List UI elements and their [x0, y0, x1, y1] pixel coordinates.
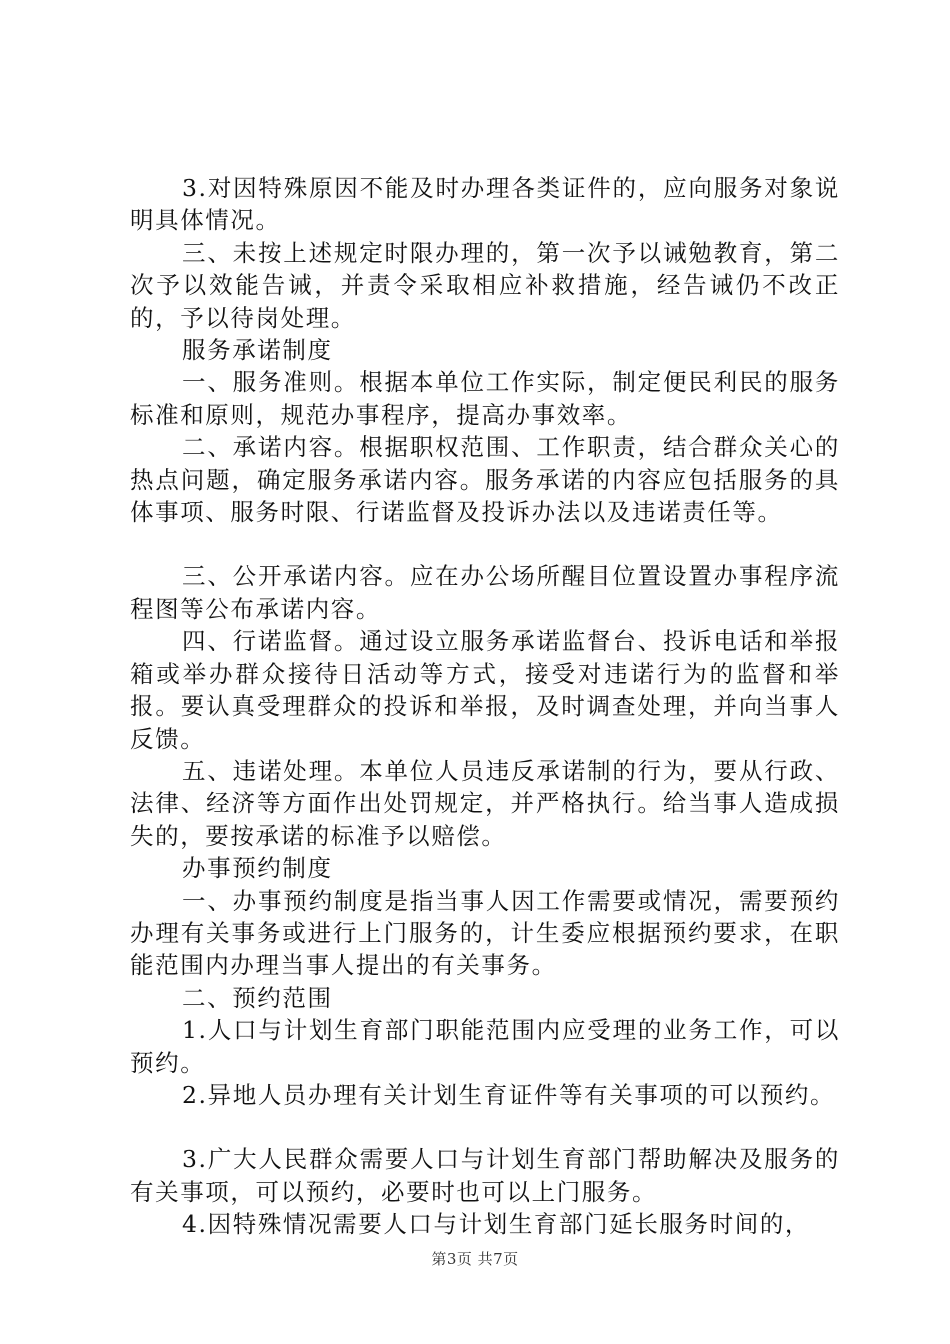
paragraph: 三、公开承诺内容。应在办公场所醒目位置设置办事程序流程图等公布承诺内容。 — [130, 562, 840, 623]
paragraph: 一、服务准则。根据本单位工作实际，制定便民利民的服务标准和原则，规范办事程序，提高办事效率。 — [130, 368, 840, 429]
paragraph: 三、未按上述规定时限办理的，第一次予以诫勉教育，第二次予以效能告诫，并责令采取相应补救措施，经告诫仍不改正的，予以待岗处理。 — [130, 238, 840, 332]
paragraph: 3.广大人民群众需要人口与计划生育部门帮助解决及服务的有关事项，可以预约，必要时也可以上门服务。 — [130, 1145, 840, 1206]
paragraph: 二、预约范围 — [182, 983, 333, 1012]
paragraph: 3.对因特殊原因不能及时办理各类证件的，应向服务对象说明具体情况。 — [130, 174, 840, 235]
paragraph: 四、行诺监督。通过设立服务承诺监督台、投诉电话和举报箱或举办群众接待日活动等方式，接受对违诺行为的监督和举报。要认真受理群众的投诉和举报，及时调查处理，并向当事人反馈。 — [130, 627, 840, 753]
section-heading: 服务承诺制度 — [182, 336, 333, 365]
paragraph: 五、违诺处理。本单位人员违反承诺制的行为，要从行政、法律、经济等方面作出处罚规定，并严格执行。给当事人造成损失的，要按承诺的标准予以赔偿。 — [130, 756, 840, 850]
document-body — [130, 172, 840, 1241]
paragraph: 1.人口与计划生育部门职能范围内应受理的业务工作，可以预约。 — [130, 1016, 840, 1077]
paragraph: 二、承诺内容。根据职权范围、工作职责，结合群众关心的热点问题，确定服务承诺内容。服务承诺的内容应包括服务的具体事项、服务时限、行诺监督及投诉办法以及违诺责任等。 — [130, 433, 840, 527]
paragraph: 4.因特殊情况需要人口与计划生育部门延长服务时间的， — [182, 1210, 811, 1239]
paragraph: 2.异地人员办理有关计划生育证件等有关事项的可以预约。 — [182, 1080, 836, 1109]
paragraph: 一、办事预约制度是指当事人因工作需要或情况，需要预约办理有关事务或进行上门服务的，计生委应根据预约要求，在职能范围内办理当事人提出的有关事务。 — [130, 886, 840, 980]
page-footer: 第3页 共7页 — [431, 1250, 519, 1268]
section-heading: 办事预约制度 — [182, 854, 333, 883]
